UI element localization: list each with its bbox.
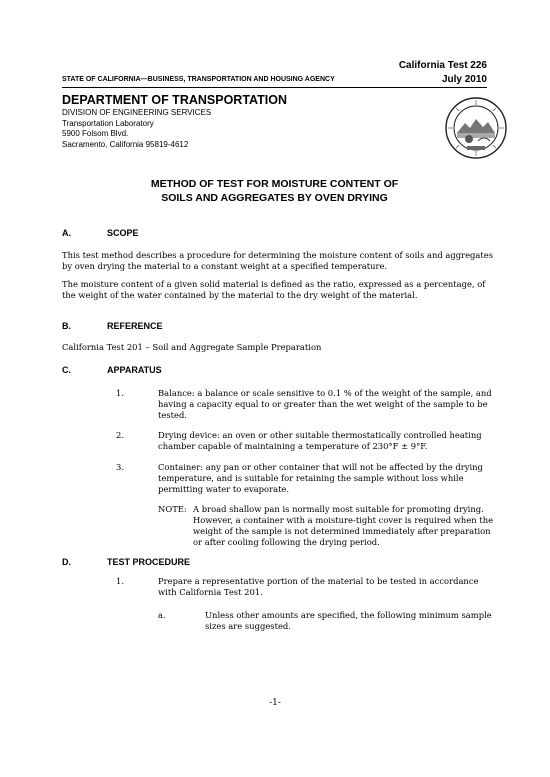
section-letter: A. [62,228,71,238]
reference-paragraph: California Test 201 – Soil and Aggregate Sample Preparation [62,342,322,352]
scope-paragraph-2: The moisture content of a given solid material is defined as the ratio, expressed as a percentage, of the weight of the water contained by the material to the dry weight of the material. [62,279,486,300]
item-number: 3. [116,462,124,472]
procedure-step [0,576,550,600]
item-text: Balance: a balance or scale sensitive to 0.1 % of the weight of the sample, and having a capacity equal to or greater than the wet weight of the sample to be tested. [158,388,492,420]
section-a-heading [0,228,550,240]
apparatus-note [0,504,550,550]
procedure-substep [0,610,550,634]
item-number: 2. [116,430,124,440]
item-text: Container: any pan or other container that will not be affected by the drying temperature, and is suitable for retaining the sample without loss while permitting water to evaporate. [158,462,483,494]
test-number: California Test 226 [398,60,487,71]
substep-letter: a. [158,610,166,620]
item-number: 1. [116,388,124,398]
title-line: SOILS AND AGGREGATES BY OVEN DRYING [161,191,388,204]
address-line: 5900 Folsom Blvd. [62,129,129,138]
apparatus-item [0,388,550,422]
section-title: TEST PROCEDURE [107,557,191,567]
note-label: NOTE: [158,504,187,514]
agency-name: STATE OF CALIFORNIA—BUSINESS, TRANSPORTATION AND HOUSING AGENCY [62,76,335,83]
step-number: 1. [116,576,124,586]
note-text: A broad shallow pan is normally most suitable for promoting drying. However, a container with a moisture-tight cover is required when the weight of the sample is not determined immediately after preparation or after cooling following the drying period. [193,504,494,547]
page-number: -1- [269,698,281,708]
address-line: Transportation Laboratory [62,118,154,128]
section-letter: B. [62,321,71,331]
section-c-heading [0,365,550,377]
apparatus-item [0,430,550,454]
section-letter: C. [62,365,71,375]
scope-paragraph-1: This test method describes a procedure for determining the moisture content of soils and aggregates by oven drying the material to a constant weight at a specified temperature. [62,250,494,271]
item-text: Drying device: an oven or other suitable thermostatically controlled heating chamber capable of maintaining a temperature of 230°F ± 9°F. [158,430,482,451]
state-seal-icon [445,97,507,159]
section-b-heading [0,321,550,333]
apparatus-item [0,462,550,496]
address-block [62,108,211,150]
substep-text: Unless other amounts are specified, the following minimum sample sizes are suggested. [205,610,492,631]
revision-date: July 2010 [441,74,487,85]
address-line: Sacramento, California 95819-4612 [62,139,189,149]
section-title: SCOPE [107,228,139,238]
section-title: REFERENCE [107,321,163,331]
section-d-heading [0,557,550,569]
address-line: DIVISION OF ENGINEERING SERVICES [62,108,212,117]
document-title [62,178,487,205]
section-letter: D. [62,557,71,567]
section-title: APPARATUS [107,365,162,375]
title-line: METHOD OF TEST FOR MOISTURE CONTENT OF [150,178,399,190]
department-name: DEPARTMENT OF TRANSPORTATION [62,93,287,107]
step-text: Prepare a representative portion of the material to be tested in accordance with California Test 201. [158,576,479,597]
agency-rule [62,75,487,88]
